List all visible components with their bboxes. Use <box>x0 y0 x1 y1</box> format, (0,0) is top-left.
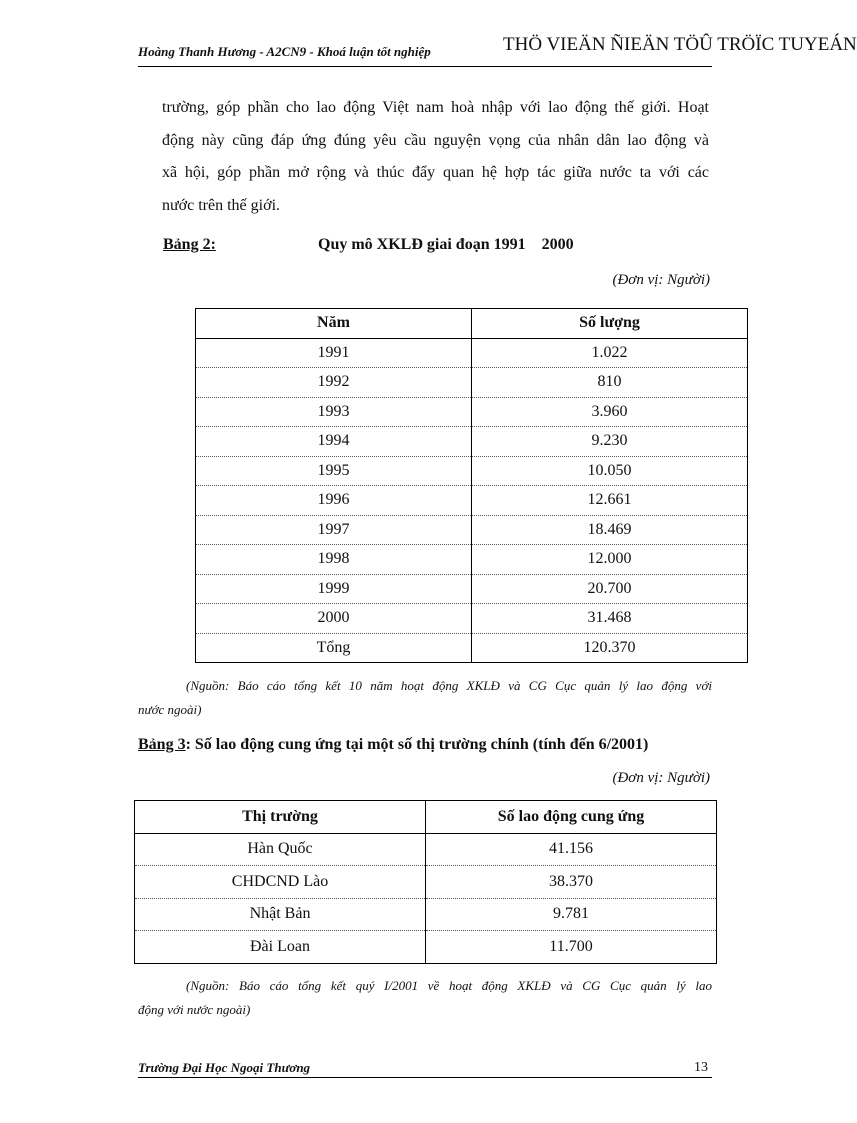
table-total-row <box>196 633 748 663</box>
table-header-row <box>135 801 717 834</box>
year-cell: 1992 <box>196 368 472 398</box>
table-row <box>135 866 717 899</box>
table2-unit: (Đơn vị: Người) <box>612 272 710 288</box>
workers-cell: 38.370 <box>426 866 717 899</box>
table2-title: Quy mô XKLĐ giai đoạn 1991 2000 <box>318 236 574 253</box>
year-cell: 1996 <box>196 486 472 516</box>
paragraph-line: nước trên thế giới. <box>162 196 281 214</box>
quantity-cell: 3.960 <box>472 397 748 427</box>
body-paragraph <box>162 92 709 222</box>
table-row <box>196 574 748 604</box>
table2 <box>195 308 748 663</box>
page-number: 13 <box>694 1060 708 1075</box>
table-row <box>196 397 748 427</box>
table-row <box>196 486 748 516</box>
market-cell: Nhật Bản <box>135 898 426 931</box>
total-label-cell: Tổng <box>196 633 472 663</box>
footer-rule <box>138 1077 712 1078</box>
year-cell: 2000 <box>196 604 472 634</box>
year-cell: 1993 <box>196 397 472 427</box>
source-line: động với nước ngoài) <box>138 1002 251 1017</box>
market-cell: Hàn Quốc <box>135 833 426 866</box>
year-cell: 1997 <box>196 515 472 545</box>
workers-cell: 9.781 <box>426 898 717 931</box>
header-rule <box>138 66 712 67</box>
quantity-cell: 10.050 <box>472 456 748 486</box>
quantity-cell: 1.022 <box>472 338 748 368</box>
table-row <box>196 427 748 457</box>
source-line: (Nguồn: Báo cáo tổng kết quý I/2001 về hoạt động XKLĐ và CG Cục quản lý lao <box>186 978 712 993</box>
quantity-cell: 9.230 <box>472 427 748 457</box>
table-row <box>196 368 748 398</box>
quantity-cell: 12.661 <box>472 486 748 516</box>
table-row <box>135 898 717 931</box>
table2-caption <box>163 236 574 254</box>
total-value-cell: 120.370 <box>472 633 748 663</box>
year-cell: 1995 <box>196 456 472 486</box>
table-header-row <box>196 309 748 339</box>
table3-title: : Số lao động cung ứng tại một số thị trường chính (tính đến 6/2001) <box>185 736 649 753</box>
workers-cell: 11.700 <box>426 931 717 964</box>
paragraph-line: trường, góp phần cho lao động Việt nam hoà nhập với lao động thế giới. Hoạt <box>162 99 709 116</box>
footer-university: Trường Đại Học Ngoại Thương <box>138 1060 311 1075</box>
table2-label: Bảng 2: <box>163 236 216 253</box>
column-header-quantity: Số lượng <box>472 309 748 339</box>
table3-unit: (Đơn vị: Người) <box>612 770 710 786</box>
table3-caption <box>138 736 648 754</box>
market-cell: CHDCND Lào <box>135 866 426 899</box>
running-header-author: Hoàng Thanh Hương - A2CN9 - Khoá luận tốt nghiệp <box>138 44 431 59</box>
table-row <box>135 833 717 866</box>
market-cell: Đài Loan <box>135 931 426 964</box>
table3-label: Bảng 3 <box>138 736 186 753</box>
quantity-cell: 31.468 <box>472 604 748 634</box>
year-cell: 1999 <box>196 574 472 604</box>
table-row <box>196 545 748 575</box>
quantity-cell: 20.700 <box>472 574 748 604</box>
quantity-cell: 18.469 <box>472 515 748 545</box>
table2-source <box>138 674 712 722</box>
column-header-market: Thị trường <box>135 801 426 834</box>
table-row <box>196 338 748 368</box>
table3-source <box>138 974 712 1022</box>
column-header-workers: Số lao động cung ứng <box>426 801 717 834</box>
table-row <box>196 515 748 545</box>
table-row <box>135 931 717 964</box>
quantity-cell: 12.000 <box>472 545 748 575</box>
workers-cell: 41.156 <box>426 833 717 866</box>
column-header-year: Năm <box>196 309 472 339</box>
year-cell: 1998 <box>196 545 472 575</box>
table-row <box>196 604 748 634</box>
quantity-cell: 810 <box>472 368 748 398</box>
source-line: nước ngoài) <box>138 702 202 717</box>
year-cell: 1994 <box>196 427 472 457</box>
paragraph-line: xã hội, góp phần mở rộng và thúc đẩy quan hệ hợp tác giữa nước ta với các <box>162 164 709 181</box>
year-cell: 1991 <box>196 338 472 368</box>
source-line: (Nguồn: Báo cáo tổng kết 10 năm hoạt động XKLĐ và CG Cục quản lý lao động với <box>186 678 712 693</box>
running-header-library: THÖ VIEÄN ÑIEÄN TÖÛ TRÖÏC TUYEÁN <box>503 34 857 55</box>
table3 <box>134 800 717 964</box>
paragraph-line: động này cũng đáp ứng đúng yêu cầu nguyện vọng của nhân dân lao động và <box>162 131 709 149</box>
table-row <box>196 456 748 486</box>
